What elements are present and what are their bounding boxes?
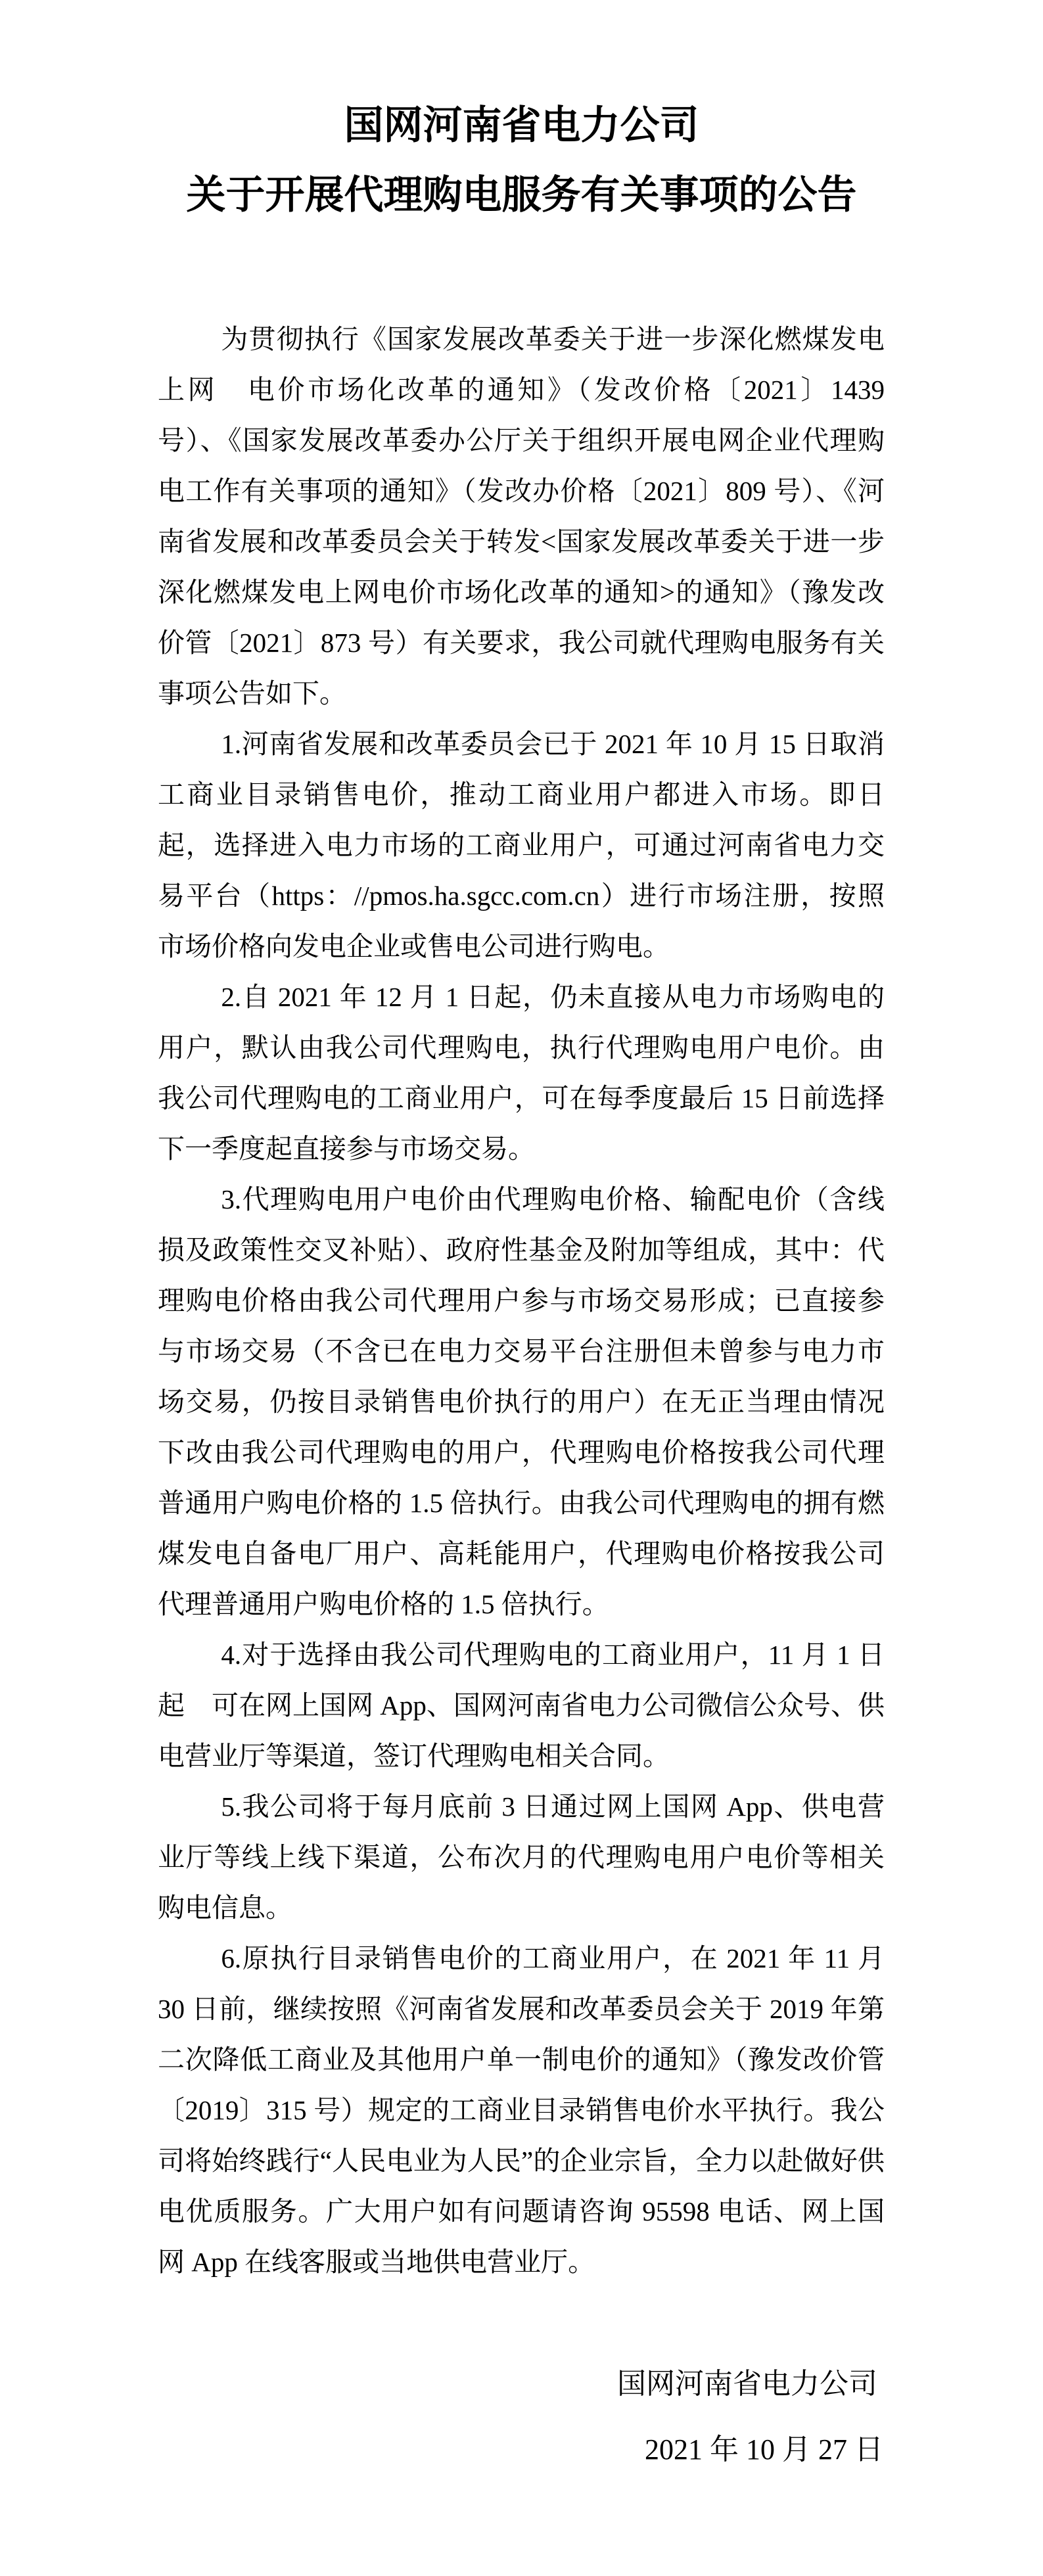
signature-date: 2021 年 10 月 27 日 xyxy=(645,2433,883,2466)
paragraph-item-6: 6.原执行目录销售电价的工商业用户，在 2021 年 11 月 30 日前，继续按照《河南省发展和改革委员会关于 2019 年第二次降低工商业及其他用户单一制电价的通知》（豫发改价管〔2019〕315 号）规定的工商业目录销售电价水平执行。我公司将始终践行“人民电业为人民”的企业宗旨，全力以赴做好供电优质服务。广大用户如有问题请咨询 95598 电话、网上国网 App 在线客服或当地供电营业厅。 xyxy=(158,1943,885,2277)
document-title-line2: 关于开展代理购电服务有关事项的公告 xyxy=(186,173,857,217)
paragraph-item-5: 5.我公司将于每月底前 3 日通过网上国网 App、供电营业厅等线上线下渠道，公布次月的代理购电用户电价等相关购电信息。 xyxy=(158,1791,885,1923)
paragraph-intro: 为贯彻执行《国家发展改革委关于进一步深化燃煤发电上网 电价市场化改革的通知》（发改价格〔2021〕1439 号）、《国家发展改革委办公厅关于组织开展电网企业代理购电工作有关事项的通知》（发改办价格〔2021〕809 号）、《河南省发展和改革委员会关于转发<国家发展改革委关于进一步深化燃煤发电上网电价市场化改革的通知>的通知》（豫发改价管〔2021〕873 号）有关要求，我公司就代理购电服务有关事项公告如下。 xyxy=(158,324,885,708)
document-body xyxy=(158,314,885,2288)
paragraph-item-3: 3.代理购电用户电价由代理购电价格、输配电价（含线损及政策性交叉补贴）、政府性基金及附加等组成，其中：代理购电价格由我公司代理用户参与市场交易形成；已直接参与市场交易（不含已在电力交易平台注册但未曾参与电力市场交易，仍按目录销售电价执行的用户）在无正当理由情况下改由我公司代理购电的用户，代理购电价格按我公司代理普通用户购电价格的 1.5 倍执行。由我公司代理购电的拥有燃煤发电自备电厂用户、高耗能用户，代理购电价格按我公司代理普通用户购电价格的 1.5 倍执行。 xyxy=(158,1184,885,1619)
document-title-line1: 国网河南省电力公司 xyxy=(344,104,699,147)
paragraph-item-4: 4.对于选择由我公司代理购电的工商业用户，11 月 1 日起 可在网上国网 App、国网河南省电力公司微信公众号、供电营业厅等渠道，签订代理购电相关合同。 xyxy=(158,1640,885,1771)
paragraph-item-2: 2.自 2021 年 12 月 1 日起，仍未直接从电力市场购电的用户，默认由我公司代理购电，执行代理购电用户电价。由我公司代理购电的工商业用户，可在每季度最后 15 日前选择下一季度起直接参与市场交易。 xyxy=(158,982,885,1164)
signature-company: 国网河南省电力公司 xyxy=(617,2368,877,2400)
paragraph-item-1: 1.河南省发展和改革委员会已于 2021 年 10 月 15 日取消工商业目录销售电价，推动工商业用户都进入市场。即日起，选择进入电力市场的工商业用户，可通过河南省电力交易平台（https：//pmos.ha.sgcc.com.cn）进行市场注册，按照市场价格向发电企业或售电公司进行购电。 xyxy=(158,729,885,961)
